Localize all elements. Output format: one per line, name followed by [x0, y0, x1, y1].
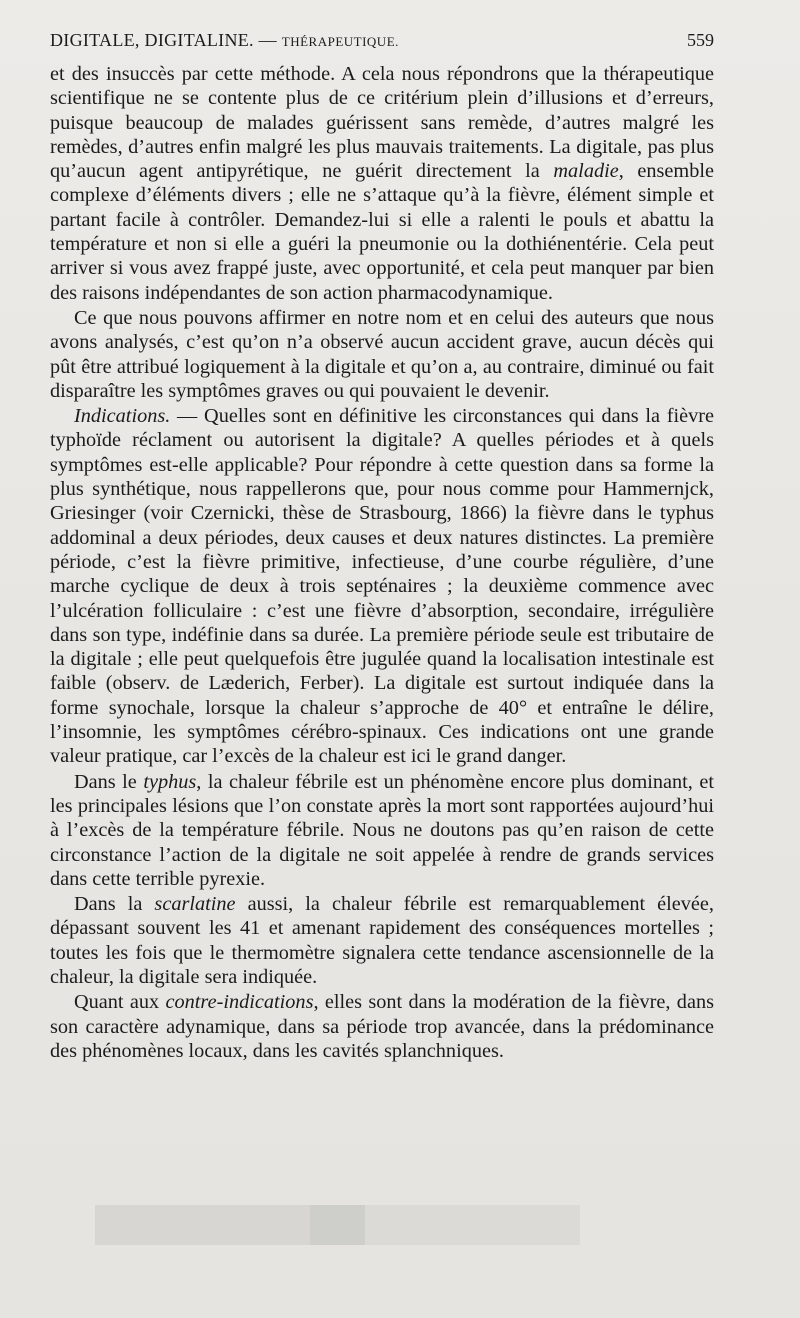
- page-number: 559: [687, 30, 714, 50]
- paragraph-2: Ce que nous pouvons affirmer en notre nom et en celui des auteurs que nous avons analysés, c’est qu’on n’a observé aucun accident grave, aucun décès qui pût être attribué logiquement à la digitale et qu’on a, au contraire, diminué ou fait disparaître les symptômes graves ou qui pouvaient le devenir.: [50, 306, 714, 402]
- paragraph-4-emphasis: typhus: [143, 770, 197, 793]
- running-title-sub: THÉRAPEUTIQUE.: [281, 34, 399, 49]
- paragraph-4-text: , la chaleur fébrile est un phénomène encore plus dominant, et les principales lésions que l’on constate après la mort sont rapportées aujourd’hui à l’excès de la température fébrile. Nous ne doutons pas qu’en raison de cette circonstance l’action de la digitale ne soit appelée à rendre de grands services dans cette terrible pyrexie.: [50, 770, 714, 890]
- section-heading-indications: Indications.: [74, 405, 171, 428]
- paragraph-5-text: aussi, la chaleur fébrile est remarquablement élevée, dépassant souvent les 41 et amenant rapidement des conséquences mortelles ; toutes les fois que le thermomètre signalera cette tendance ascensionnelle de la chaleur, la digitale sera indiquée.: [50, 893, 715, 988]
- paragraph-4: [50, 770, 714, 891]
- paragraph-3-text: — Quelles sont en définitive les circonstances qui dans la fièvre typhoïde réclament ou autorisent la digitale? A quelles périodes et à quels symptômes est-elle applicable? Pour répondre à cette question dans sa forme la plus synthétique, nous rappellerons que, pour nous comme pour Hammernjck, Griesinger (voir Czernicki, thèse de Strasbourg, 1866) la fièvre dans le typhus addominal a deux périodes, deux causes et deux natures distinctes. La première période, c’est la fièvre primitive, infectieuse, d’une courbe régulière, d’une marche cyclique de deux à trois septénaires ; la deuxième commence avec l’ulcération folliculaire : c’est une fièvre d’absorption, secondaire, irrégulière dans son type, indéfinie dans sa durée. La première période seule est tributaire de la digitale ; elle peut quelquefois être jugulée quand la localisation intestinale est faible (observ. de Læderich, Ferber). La digitale est surtout indiquée dans la forme synochale, lorsque la chaleur s’approche de 40° et entraîne le délire, l’insomnie, les symptômes cérébro-spinaux. Ces indications ont une grande valeur pratique, car l’excès de la chaleur est ici le grand danger.: [50, 405, 714, 768]
- running-title-main: DIGITALE, DIGITALINE. —: [50, 30, 277, 50]
- page-body: [50, 62, 714, 1064]
- paragraph-5-emphasis: scarlatine: [154, 893, 236, 916]
- paragraph-5-start: Dans la: [74, 893, 155, 916]
- paragraph-6-text: , elles sont dans la modération de la fièvre, dans son caractère adynamique, dans sa période trop avancée, dans la prédominance des phénomènes locaux, dans les cavités splanchniques.: [50, 991, 714, 1062]
- paragraph-5: [50, 892, 714, 989]
- running-header: [50, 30, 714, 51]
- paragraph-6-start: Quant aux: [74, 991, 166, 1014]
- paragraph-1-emphasis: maladie: [553, 160, 619, 183]
- paragraph-1: [50, 62, 714, 305]
- paragraph-6: [50, 990, 714, 1063]
- running-title: [50, 30, 399, 51]
- paragraph-3: [50, 404, 714, 768]
- paragraph-1-text-end: , ensemble complexe d’éléments divers ; elle ne s’attaque qu’à la fièvre, élément simple et partant facile à contrôler. Demandez-lui si elle a ralenti le pouls et abattu la température et non si elle a guéri la pneumonie ou la dothiénentérie. Cela peut arriver si vous avez frappé juste, avec opportunité, et cela peut manquer par bien des raisons indépendantes de son action pharmacodynamique.: [50, 160, 714, 304]
- show-through-shadow: [310, 1205, 580, 1245]
- paragraph-6-emphasis: contre-indications: [165, 991, 314, 1014]
- paragraph-4-start: Dans le: [74, 770, 144, 793]
- paragraph-1-text: et des insuccès par cette méthode. A cela nous répondrons que la thérapeutique scientifique ne se contente plus de ce critérium plein d’illusions et d’erreurs, puisque beaucoup de malades guérissent sans remède, d’autres malgré les remèdes, d’autres enfin malgré les plus mauvais traitements. La digitale, pas plus qu’aucun agent antipyrétique, ne guérit directement la: [50, 63, 714, 183]
